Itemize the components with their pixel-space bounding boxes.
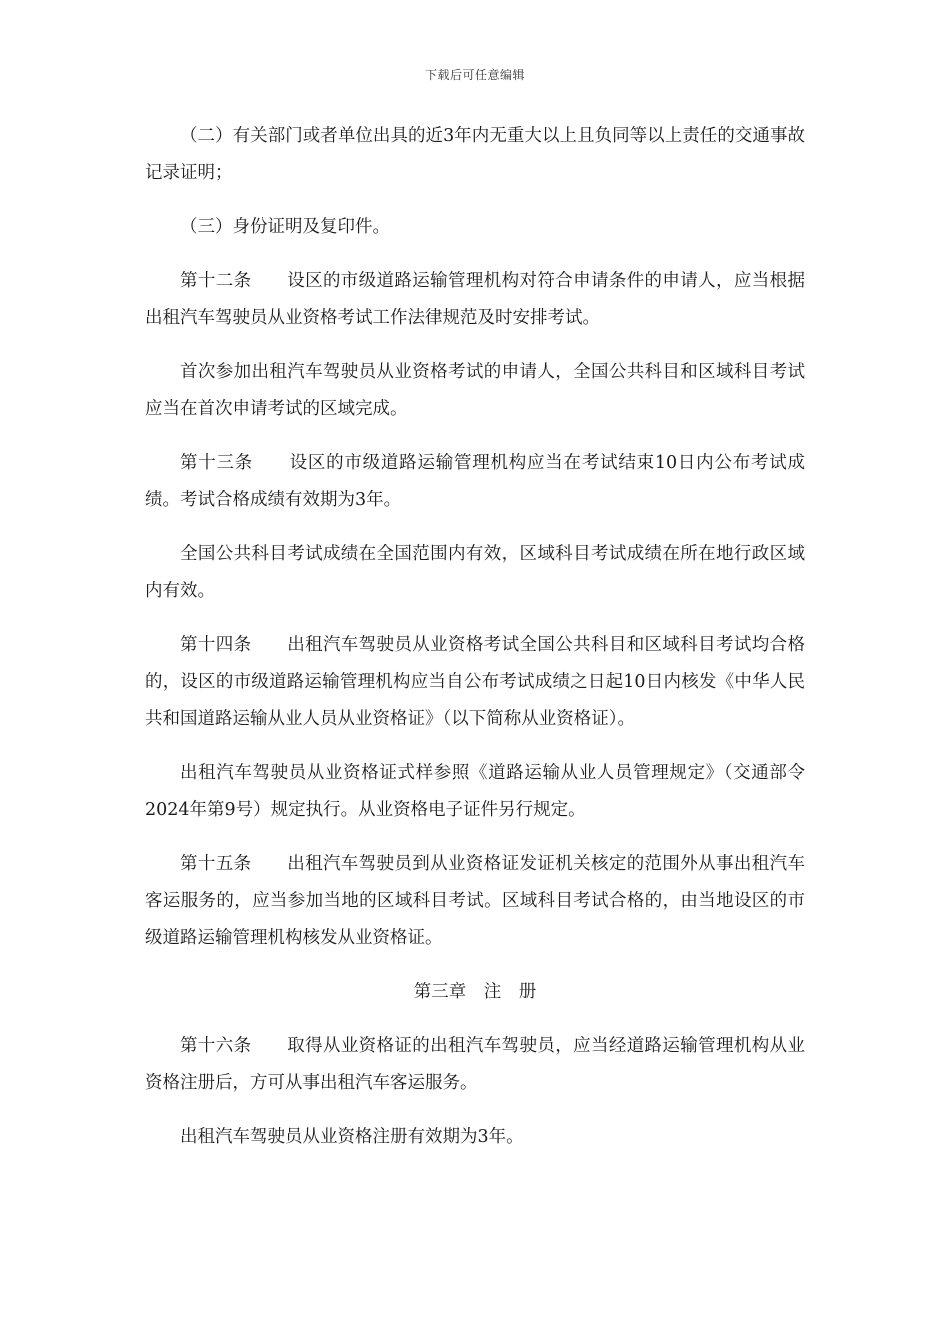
- paragraph: （三）身份证明及复印件。: [180, 217, 390, 237]
- paragraph: （二）有关部门或者单位出具的近3年内无重大以上且负同等以上责任的交通事故记录证明；: [145, 126, 805, 183]
- document-body: [145, 118, 805, 1173]
- chapter-title: 第三章 注 册: [413, 982, 537, 1002]
- article-15: 第十五条 出租汽车驾驶员到从业资格证发证机关核定的范围外从事出租汽车客运服务的，应当参加当地的区域科目考试。区域科目考试合格的，由当地设区的市级道路运输管理机构核发从业资格证。: [145, 854, 805, 948]
- article-16: 第十六条 取得从业资格证的出租汽车驾驶员，应当经道路运输管理机构从业资格注册后，方可从事出租汽车客运服务。: [145, 1036, 805, 1093]
- paragraph: 出租汽车驾驶员从业资格证式样参照《道路运输从业人员管理规定》（交通部令2024年第9号）规定执行。从业资格电子证件另行规定。: [145, 763, 805, 820]
- article-13: 第十三条 设区的市级道路运输管理机构应当在考试结束10日内公布考试成绩。考试合格成绩有效期为3年。: [145, 453, 805, 510]
- paragraph: 首次参加出租汽车驾驶员从业资格考试的申请人，全国公共科目和区域科目考试应当在首次申请考试的区域完成。: [145, 362, 805, 419]
- paragraph: 出租汽车驾驶员从业资格注册有效期为3年。: [180, 1127, 524, 1147]
- article-14: 第十四条 出租汽车驾驶员从业资格考试全国公共科目和区域科目考试均合格的，设区的市级道路运输管理机构应当自公布考试成绩之日起10日内核发《中华人民共和国道路运输从业人员从业资格证》（以下简称从业资格证）。: [145, 635, 805, 729]
- header-note: 下载后可任意编辑: [424, 68, 525, 82]
- article-12: 第十二条 设区的市级道路运输管理机构对符合申请条件的申请人，应当根据出租汽车驾驶员从业资格考试工作法律规范及时安排考试。: [145, 271, 805, 328]
- paragraph: 全国公共科目考试成绩在全国范围内有效，区域科目考试成绩在所在地行政区域内有效。: [145, 544, 805, 601]
